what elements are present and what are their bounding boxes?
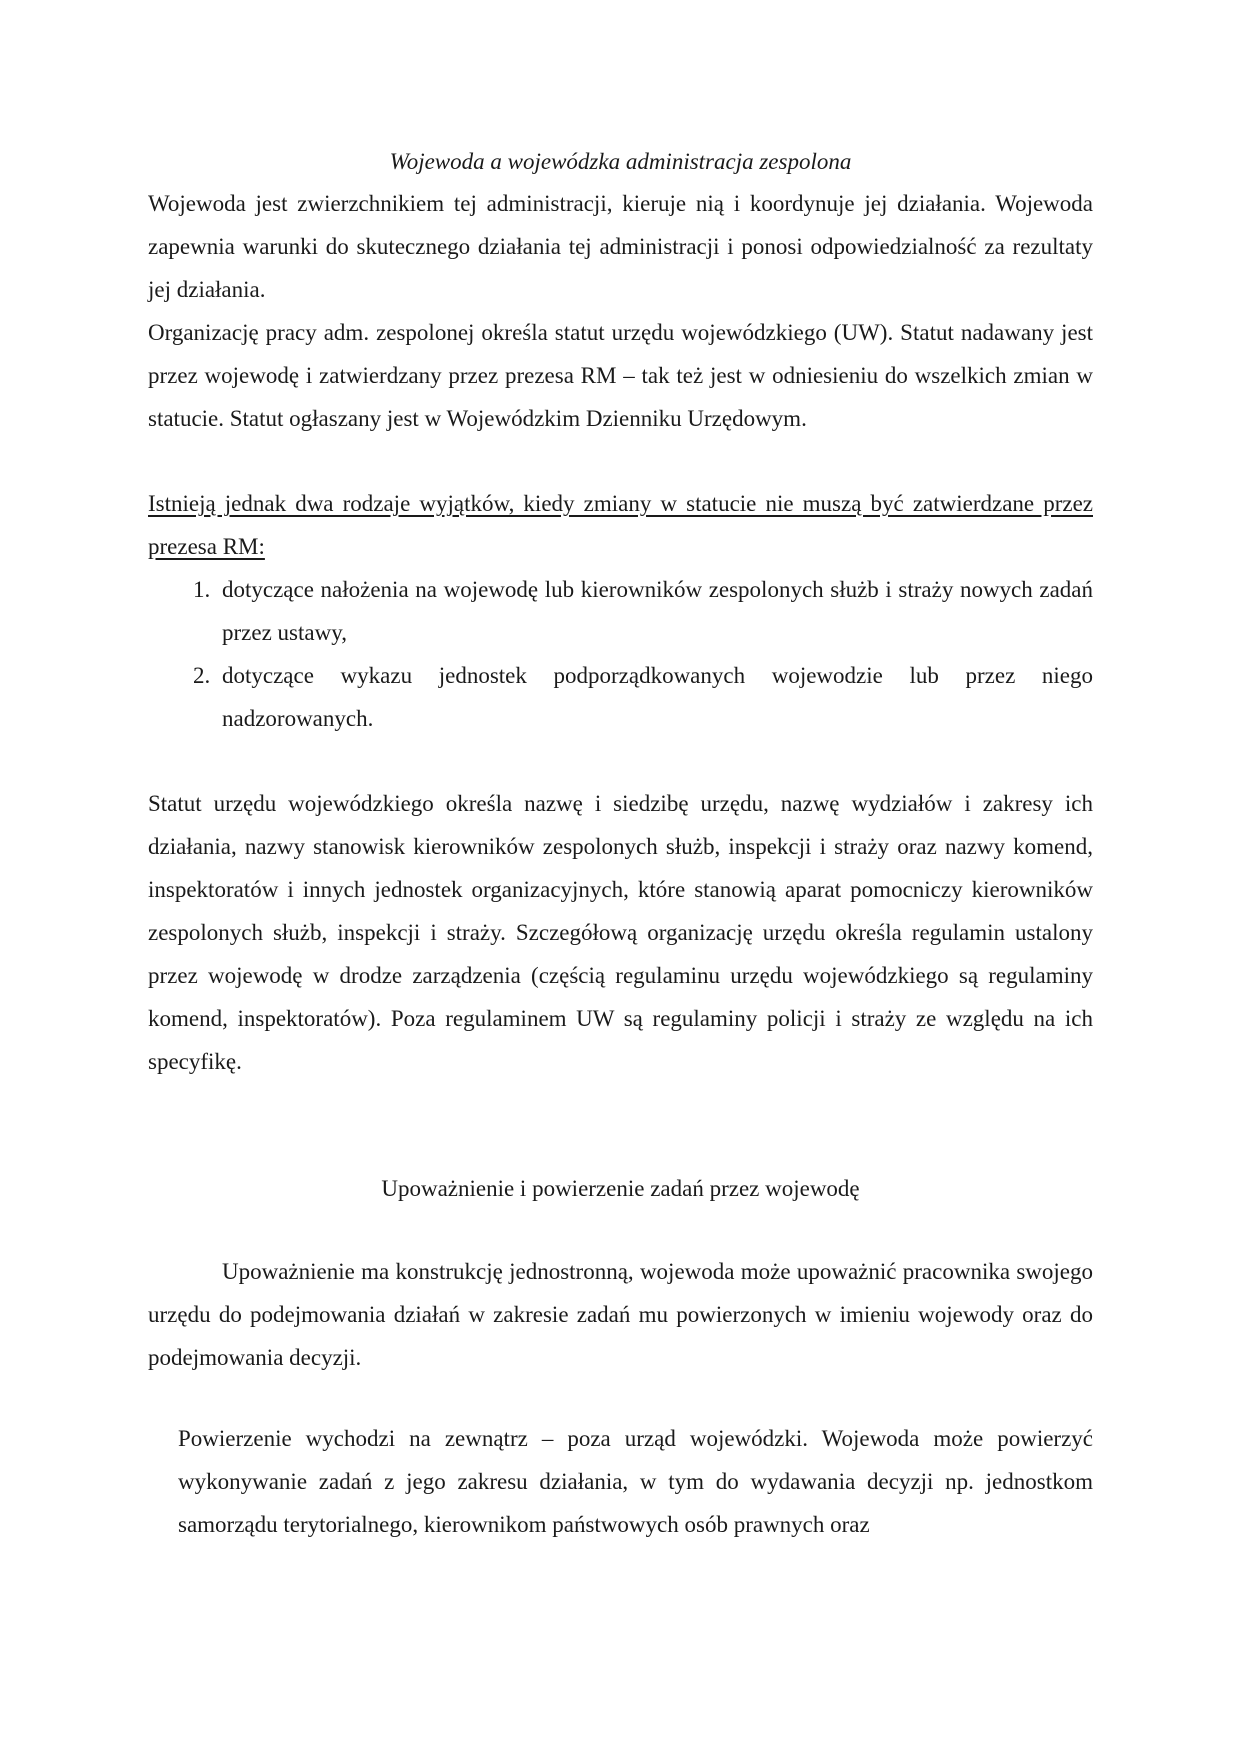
exception-item-2: 2. dotyczące wykazu jednostek podporządkowanych wojewodzie lub przez niego nadzorowanych. [216, 654, 1093, 740]
exception-item-1: 1. dotyczące nałożenia na wojewodę lub kierowników zespolonych służb i straży nowych zadań przez ustawy, [216, 568, 1093, 654]
paragraph-statute: Organizację pracy adm. zespolonej określa statut urzędu wojewódzkiego (UW). Statut nadawany jest przez wojewodę i zatwierdzany przez prezesa RM – tak też jest w odniesieniu do wszelkich zmian w statucie. Statut ogłaszany jest w Wojewódzkim Dzienniku Urzędowym. [148, 320, 1093, 431]
paragraph-authorization: Upoważnienie ma konstrukcję jednostronną, wojewoda może upoważnić pracownika swojego urzędu do podejmowania działań w zakresie zadań mu powierzonych w imieniu wojewody oraz do podejmowania decyzji. [148, 1259, 1093, 1370]
paragraph-supervisor: Wojewoda jest zwierzchnikiem tej administracji, kieruje nią i koordynuje jej działania. Wojewoda zapewnia warunki do skutecznego działania tej administracji i ponosi odpowiedzialność za rezultaty jej działania. [148, 191, 1093, 302]
paragraph-statute-contents: Statut urzędu wojewódzkiego określa nazwę i siedzibę urzędu, nazwę wydziałów i zakresy ich działania, nazwy stanowisk kierowników zespolonych służb, inspekcji i straży oraz nazwy komend, inspektoratów i innych jednostek organizacyjnych, które stanowią aparat pomocniczy kierowników zespolonych służb, inspekcji i straży. Szczegółową organizację urzędu określa regulamin ustalony przez wojewodę w drodze zarządzenia (częścią regulaminu urzędu wojewódzkiego są regulaminy komend, inspektoratów). Poza regulaminem UW są regulaminy policji i straży ze względu na ich specyfikę. [148, 791, 1093, 1074]
section-heading-delegation: Upoważnienie i powierzenie zadań przez wojewodę [381, 1176, 860, 1201]
document-title: Wojewoda a wojewódzka administracja zespolona [389, 149, 852, 174]
exceptions-list [148, 568, 1093, 740]
document-page [148, 142, 1093, 1546]
exceptions-heading: Istnieją jednak dwa rodzaje wyjątków, kiedy zmiany w statucie nie muszą być zatwierdzane przez prezesa RM: [148, 491, 1093, 559]
paragraph-entrustment: Powierzenie wychodzi na zewnątrz – poza urząd wojewódzki. Wojewoda może powierzyć wykonywanie zadań z jego zakresu działania, w tym do wydawania decyzji np. jednostkom samorządu terytorialnego, kierownikom państwowych osób prawnych oraz [178, 1426, 1093, 1537]
